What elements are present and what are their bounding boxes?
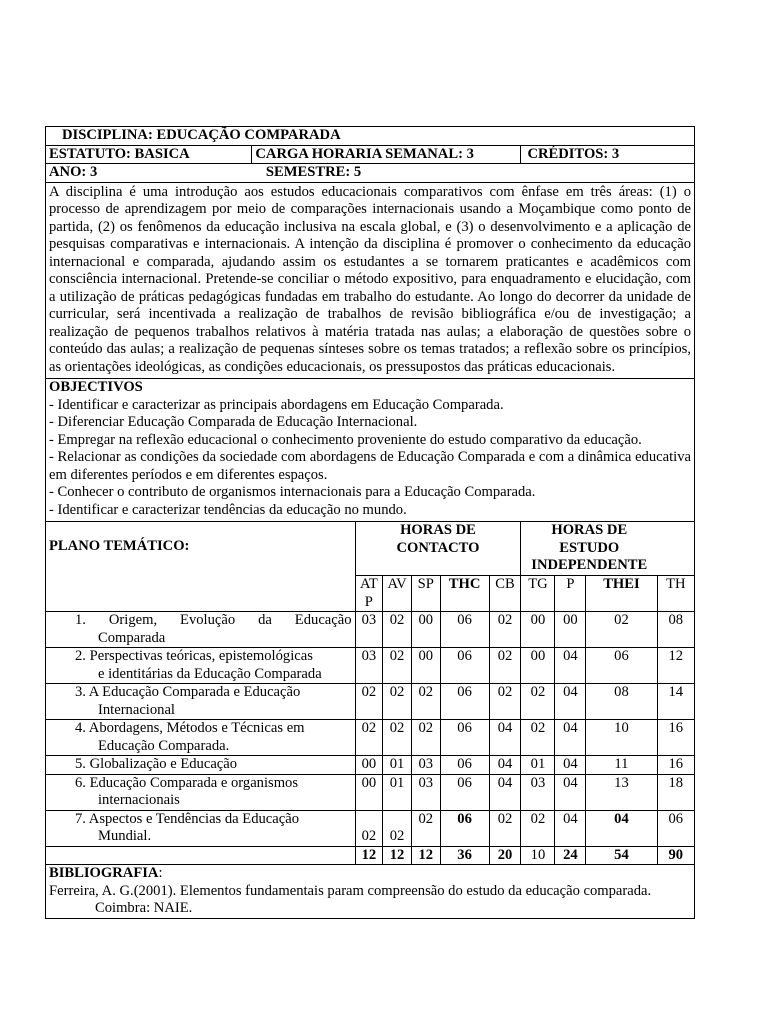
year-cell: ANO: 3 xyxy=(46,164,252,183)
objective-item: - Identificar e caracterizar tendências da educação no mundo. xyxy=(49,501,407,518)
col-tg: TG xyxy=(521,576,555,612)
topic-label: 6. Educação Comparada e organismos internacionais xyxy=(46,774,356,810)
curriculum-document xyxy=(45,126,695,919)
contact-hours-header: HORAS DE CONTACTO xyxy=(355,522,521,576)
objective-item: - Conhecer o contributo de organismos internacionais para a Educação Comparada. xyxy=(49,484,536,500)
topic-label: 3. A Educação Comparada e Educação Internacional xyxy=(46,684,356,720)
objective-item: - Relacionar as condições da sociedade com abordagens de Educação Comparada e com a dinâmica educativa em diferentes períodos e em diferentes espaços. xyxy=(49,449,691,483)
bibliography-title: BIBLIOGRAFIA xyxy=(49,865,159,881)
semester-cell: SEMESTRE: 5 xyxy=(252,164,695,183)
col-av: AV xyxy=(383,576,412,612)
course-table xyxy=(45,126,695,919)
col-thei: THEI xyxy=(586,576,657,612)
weekly-load-cell: CARGA HORARIA SEMANAL: 3 xyxy=(252,145,521,164)
bibliography-section: BIBLIOGRAFIA: Ferreira, A. G.(2001). Elementos fundamentais param compreensão do estudo da educação comparada. Coimbra: NAIE. xyxy=(46,865,695,919)
table-row: 1. Origem, Evolução da Educação Comparada 03 02 00 06 02 00 00 02 08 xyxy=(46,612,695,648)
discipline-title: DISCIPLINA: EDUCAÇÃO COMPARADA xyxy=(46,127,695,146)
bibliography-ref: Ferreira, A. G.(2001). Elementos fundamentais param compreensão do estudo da educação comparada. xyxy=(49,882,652,899)
col-p: P xyxy=(555,576,586,612)
col-atp: AT P xyxy=(355,576,383,612)
col-cb: CB xyxy=(489,576,521,612)
col-sp: SP xyxy=(411,576,440,612)
topic-label: 1. Origem, Evolução da Educação Comparada xyxy=(46,612,356,648)
bibliography-ref-cont: Coimbra: NAIE. xyxy=(95,900,193,916)
objective-item: - Identificar e caracterizar as principais abordagens em Educação Comparada. xyxy=(49,396,504,413)
plan-title: PLANO TEMÁTICO: xyxy=(46,522,356,612)
table-row: 7. Aspectos e Tendências da Educação Mundial. 02 02 02 06 02 02 04 04 06 xyxy=(46,810,695,846)
table-row: 6. Educação Comparada e organismos internacionais 00 01 03 06 04 03 04 13 18 xyxy=(46,774,695,810)
topic-label: 4. Abordagens, Métodos e Técnicas em Educação Comparada. xyxy=(46,720,356,756)
table-row: 4. Abordagens, Métodos e Técnicas em Educação Comparada. 02 02 02 06 04 02 04 10 16 xyxy=(46,720,695,756)
col-thc: THC xyxy=(440,576,489,612)
objectives-title: OBJECTIVOS xyxy=(49,379,143,395)
table-row: 2. Perspectivas teóricas, epistemológicas e identitárias da Educação Comparada 03 02 00 06 02 00 04 06 12 xyxy=(46,648,695,684)
course-description: A disciplina é uma introdução aos estudos educacionais comparativos com ênfase em três áreas: (1) o processo de aprendizagem por meio de comparações internacionais usando a Moçambique como ponto de partida, (2) os fenômenos da educação inclusiva na escala global, e (3) o desenvolvimento e a aplicação de pesquisas comparativas e internacionais. A intenção da disciplina é promover o conhecimento da educação internacional e comparada, ajudando assim os estudantes a se tornarem praticantes e acadêmicos com consciência internacional. Pretende-se conciliar o método expositivo, para enquadramento e elucidação, com a utilização de práticas pedagógicas fundadas em trabalho do estudante. Ao longo do decorrer da unidade de curricular, será incentivada a realização de trabalhos de revisão bibliográfica e/ou de investigação; a realização de pequenos trabalhos relativos à matéria tratada nas aulas; a elaboração de questões sobre o conteúdo das aulas; a realização de pequenas sínteses sobre os temas tratados; a reflexão sobre os princípios, as orientações ideológicas, as condições educacionais, os pressupostos das práticas educacionais. xyxy=(46,182,695,379)
status-cell: ESTATUTO: BASICA xyxy=(46,145,252,164)
topic-label: 2. Perspectivas teóricas, epistemológicas e identitárias da Educação Comparada xyxy=(46,648,356,684)
col-th: TH xyxy=(657,576,694,612)
credits-cell: CRÉDITOS: 3 xyxy=(521,145,695,164)
objectives-section xyxy=(46,379,695,522)
independent-hours-header: HORAS DE ESTUDO INDEPENDENTE xyxy=(521,522,657,576)
table-row: 3. A Educação Comparada e Educação Internacional 02 02 02 06 02 02 04 08 14 xyxy=(46,684,695,720)
topic-label: 7. Aspectos e Tendências da Educação Mundial. xyxy=(46,810,356,846)
topic-label: 5. Globalização e Educação xyxy=(46,756,356,775)
objective-item: - Diferenciar Educação Comparada de Educação Internacional. xyxy=(49,414,418,430)
totals-row: 12 12 12 36 20 10 24 54 90 xyxy=(46,846,695,865)
objective-item: - Empregar na reflexão educacional o conhecimento proveniente do estudo comparativo da educação. xyxy=(49,431,642,448)
table-row: 5. Globalização e Educação 00 01 03 06 04 01 04 11 16 xyxy=(46,756,695,775)
